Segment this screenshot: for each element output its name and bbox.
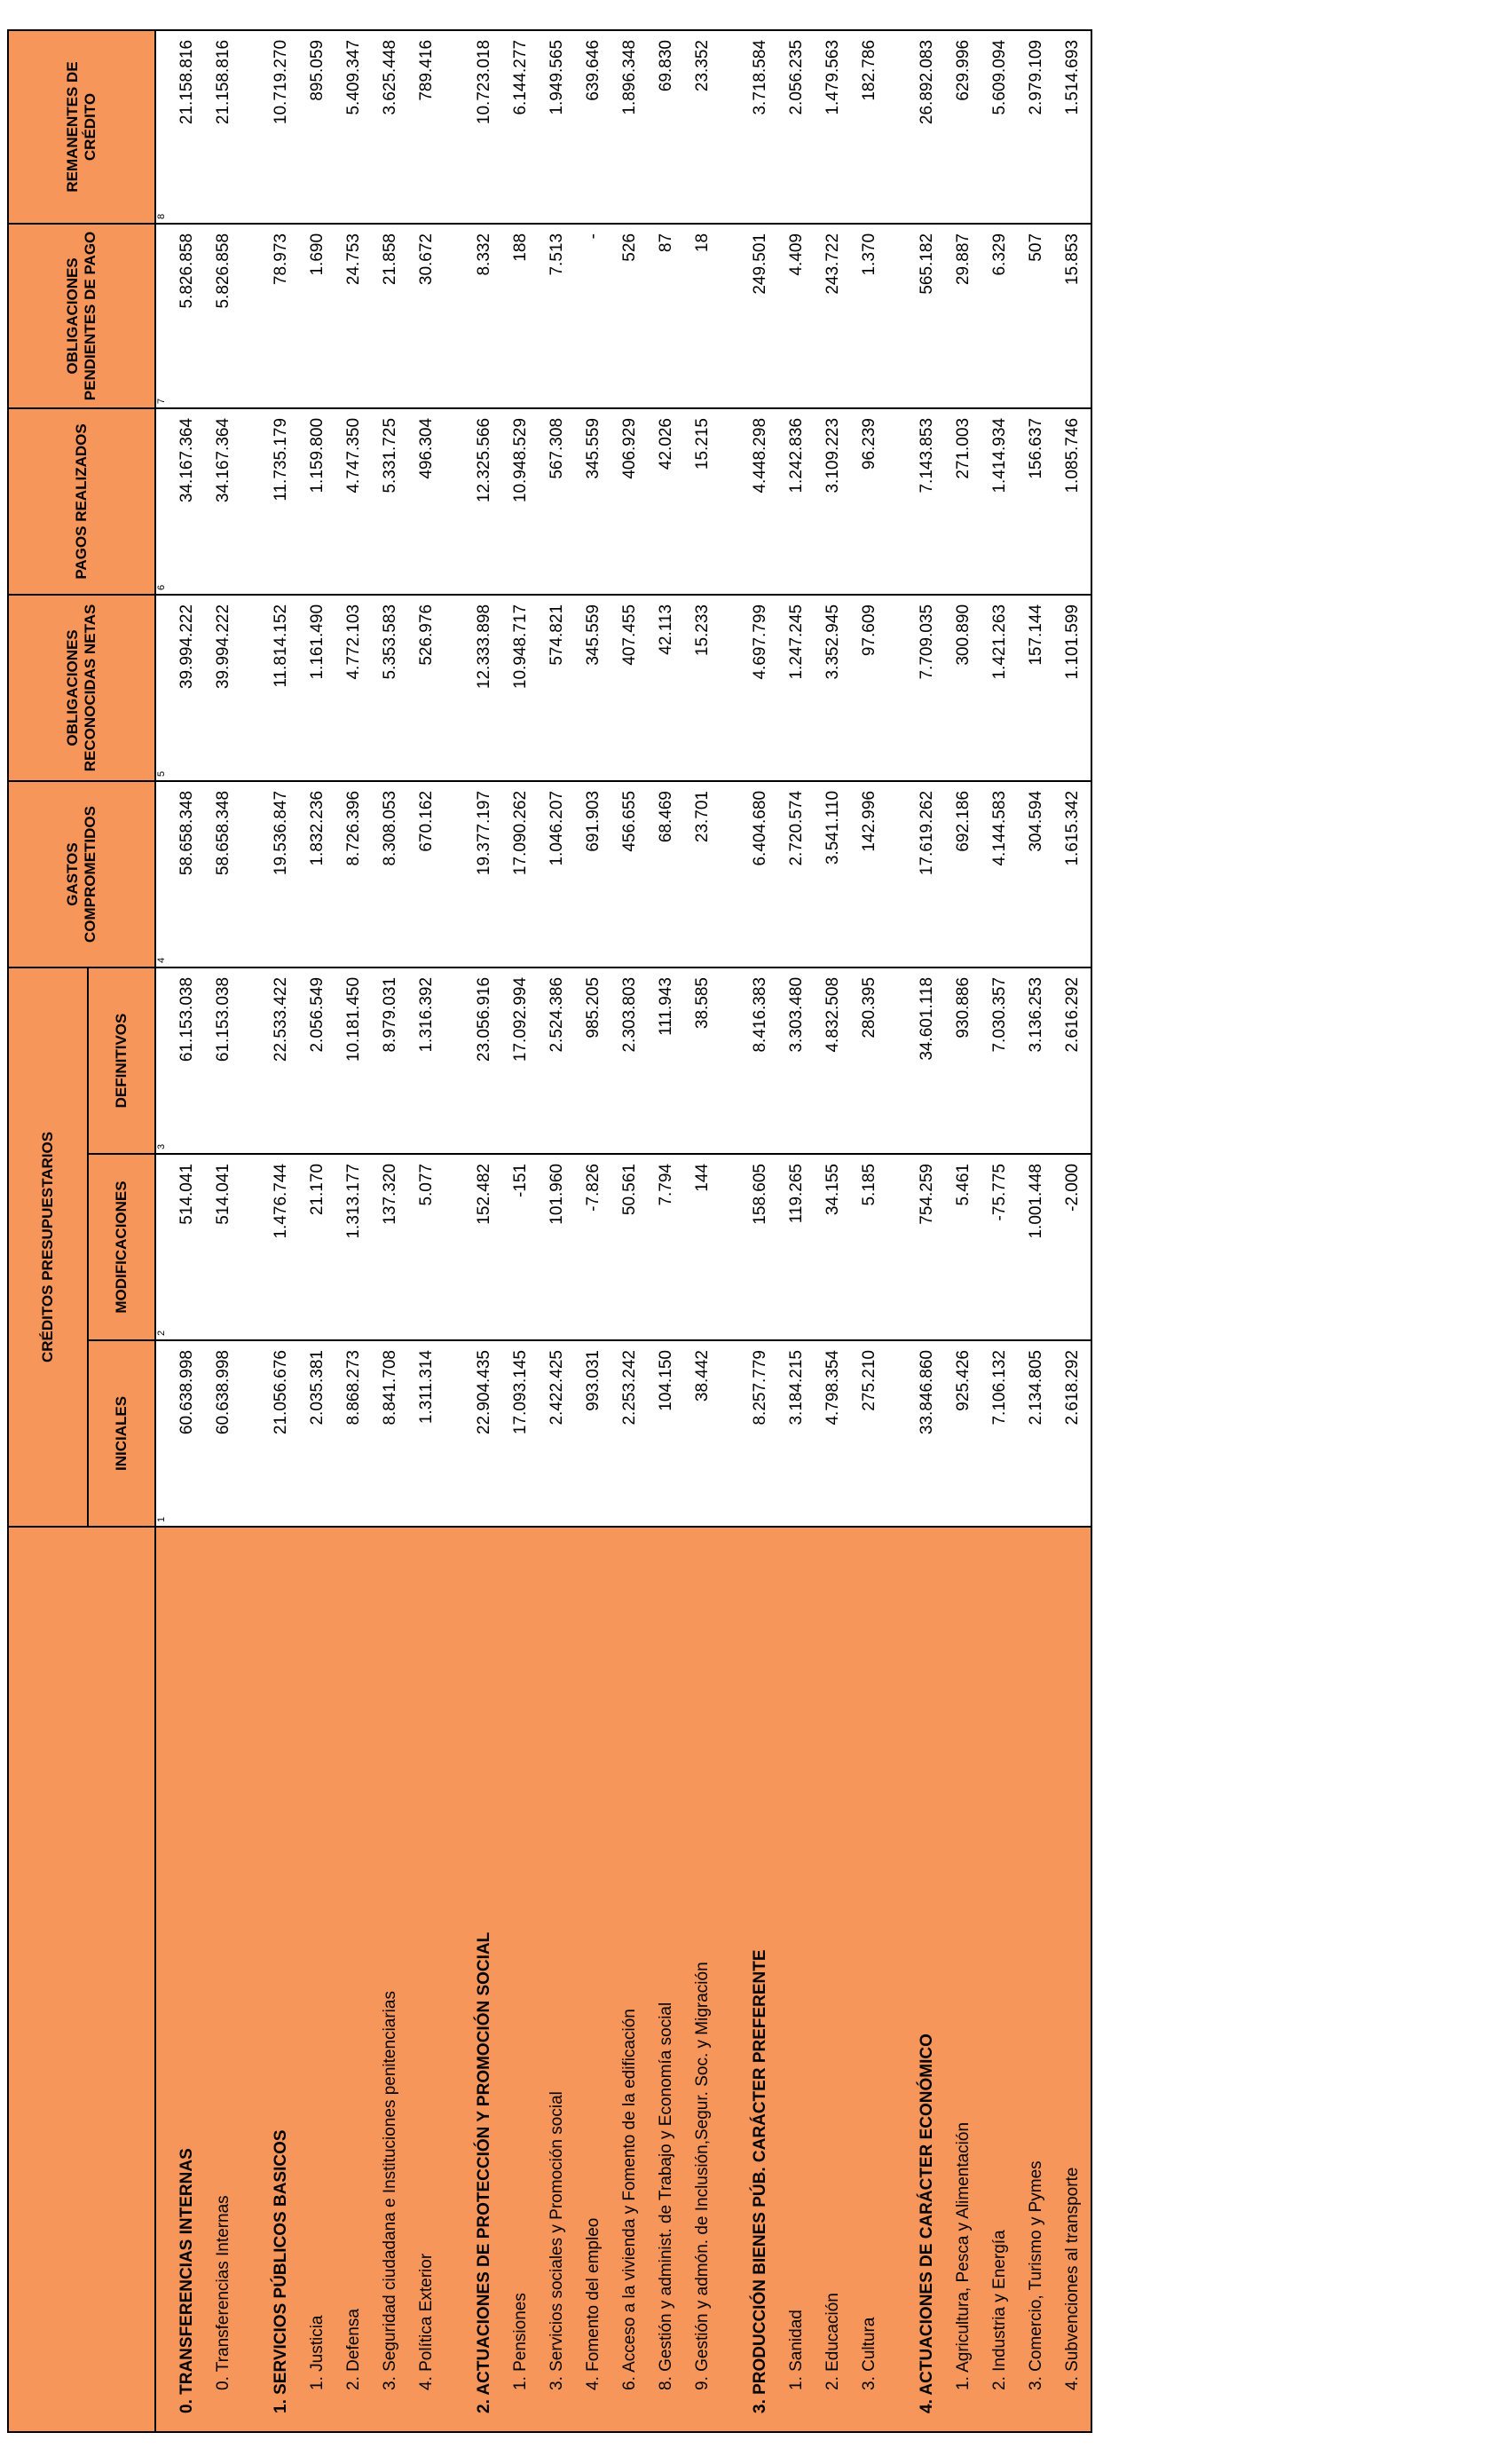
column-number: 6: [155, 408, 169, 595]
value-cell: 670.162: [408, 781, 445, 967]
value-cell: 61.153.038: [205, 967, 241, 1154]
row-label: 1. Sanidad: [778, 1527, 815, 2432]
value-cell: 26.892.083: [909, 30, 945, 224]
value-cell: 304.594: [1018, 781, 1054, 967]
spacer-row: [887, 30, 909, 2432]
value-cell: 2.618.292: [1054, 1340, 1091, 1527]
value-cell: 2.979.109: [1018, 30, 1054, 224]
spacer-row: [721, 30, 742, 2432]
value-cell: 10.181.450: [335, 967, 372, 1154]
value-cell: 5.826.858: [169, 224, 205, 408]
value-cell: 33.846.860: [909, 1340, 945, 1527]
row-label: 6. Acceso a la vivienda y Fomento de la edificación: [611, 1527, 648, 2432]
value-cell: 4.144.583: [981, 781, 1018, 967]
value-cell: 34.167.364: [205, 408, 241, 595]
value-cell: -2.000: [1054, 1154, 1091, 1340]
value-cell: 8.841.708: [372, 1340, 408, 1527]
value-cell: 2.422.425: [539, 1340, 575, 1527]
row-label: 1. Justicia: [299, 1527, 335, 2432]
value-cell: 1.414.934: [981, 408, 1018, 595]
column-number: 8: [155, 30, 169, 224]
value-cell: 60.638.998: [169, 1340, 205, 1527]
value-cell: 39.994.222: [205, 595, 241, 781]
value-cell: 15.233: [684, 595, 721, 781]
value-cell: 8.726.396: [335, 781, 372, 967]
creditos-header: CRÉDITOS PRESUPUESTARIOS: [8, 967, 88, 1527]
value-cell: 1.896.348: [611, 30, 648, 224]
remanentes-header: REMANENTES DE CRÉDITO: [8, 30, 155, 224]
value-cell: -151: [502, 1154, 539, 1340]
value-cell: 1.370: [851, 224, 887, 408]
row-label: 3. Cultura: [851, 1527, 887, 2432]
value-cell: 1.949.565: [539, 30, 575, 224]
value-cell: 1.615.342: [1054, 781, 1091, 967]
value-cell: 21.158.816: [169, 30, 205, 224]
table-row: [372, 30, 408, 2432]
value-cell: 23.701: [684, 781, 721, 967]
value-cell: 280.395: [851, 967, 887, 1154]
value-cell: 104.150: [648, 1340, 684, 1527]
row-label: 2. Industria y Energía: [981, 1527, 1018, 2432]
value-cell: 1.085.746: [1054, 408, 1091, 595]
table-row: [408, 30, 445, 2432]
value-cell: 158.605: [742, 1154, 778, 1340]
value-cell: 4.832.508: [815, 967, 851, 1154]
group-row: [466, 30, 502, 2432]
value-cell: 19.536.847: [263, 781, 299, 967]
value-cell: 11.814.152: [263, 595, 299, 781]
table-row: [945, 30, 981, 2432]
value-cell: 1.313.177: [335, 1154, 372, 1340]
value-cell: 101.960: [539, 1154, 575, 1340]
value-cell: 21.170: [299, 1154, 335, 1340]
table-row: [611, 30, 648, 2432]
value-cell: 789.416: [408, 30, 445, 224]
value-cell: 565.182: [909, 224, 945, 408]
value-cell: 275.210: [851, 1340, 887, 1527]
value-cell: 17.619.262: [909, 781, 945, 967]
table-row: [502, 30, 539, 2432]
value-cell: 2.720.574: [778, 781, 815, 967]
value-cell: 2.056.549: [299, 967, 335, 1154]
value-cell: 60.638.998: [205, 1340, 241, 1527]
group-row: [263, 30, 299, 2432]
value-cell: 1.161.490: [299, 595, 335, 781]
value-cell: 1.479.563: [815, 30, 851, 224]
value-cell: 5.609.094: [981, 30, 1018, 224]
value-cell: 8.308.053: [372, 781, 408, 967]
value-cell: 3.303.480: [778, 967, 815, 1154]
value-cell: 3.184.215: [778, 1340, 815, 1527]
value-cell: 10.723.018: [466, 30, 502, 224]
row-label: 3. Servicios sociales y Promoción social: [539, 1527, 575, 2432]
column-number: 1: [155, 1340, 169, 1527]
gastos-header: GASTOS COMPROMETIDOS: [8, 781, 155, 967]
concept-header: [8, 1527, 155, 2432]
value-cell: 15.853: [1054, 224, 1091, 408]
value-cell: 1.690: [299, 224, 335, 408]
pagos-header: PAGOS REALIZADOS: [8, 408, 155, 595]
table-row: [1018, 30, 1054, 2432]
value-cell: 18: [684, 224, 721, 408]
value-cell: 4.772.103: [335, 595, 372, 781]
value-cell: 50.561: [611, 1154, 648, 1340]
row-label: 4. Subvenciones al transporte: [1054, 1527, 1091, 2432]
value-cell: 19.377.197: [466, 781, 502, 967]
group-label: 2. ACTUACIONES DE PROTECCIÓN Y PROMOCIÓN SOCIAL: [466, 1527, 502, 2432]
group-row: [909, 30, 945, 2432]
table-row: [205, 30, 241, 2432]
table-row: [1054, 30, 1091, 2432]
value-cell: 4.409: [778, 224, 815, 408]
value-cell: 156.637: [1018, 408, 1054, 595]
value-cell: 895.059: [299, 30, 335, 224]
value-cell: 2.524.386: [539, 967, 575, 1154]
value-cell: 507: [1018, 224, 1054, 408]
value-cell: 142.996: [851, 781, 887, 967]
value-cell: 22.904.435: [466, 1340, 502, 1527]
value-cell: 692.186: [945, 781, 981, 967]
pendientes-header: OBLIGACIONES PENDIENTES DE PAGO: [8, 224, 155, 408]
value-cell: 3.541.110: [815, 781, 851, 967]
value-cell: 34.601.118: [909, 967, 945, 1154]
table-body: [155, 30, 1091, 2432]
value-cell: 3.352.945: [815, 595, 851, 781]
modificaciones-header: MODIFICACIONES: [88, 1154, 155, 1340]
value-cell: 2.253.242: [611, 1340, 648, 1527]
value-cell: 12.333.898: [466, 595, 502, 781]
value-cell: 249.501: [742, 224, 778, 408]
row-label: 2. Defensa: [335, 1527, 372, 2432]
value-cell: 1.001.448: [1018, 1154, 1054, 1340]
value-cell: 271.003: [945, 408, 981, 595]
value-cell: 456.655: [611, 781, 648, 967]
row-label: 1. Pensiones: [502, 1527, 539, 2432]
value-cell: 58.658.348: [169, 781, 205, 967]
value-cell: 17.092.994: [502, 967, 539, 1154]
value-cell: 10.719.270: [263, 30, 299, 224]
table-row: [335, 30, 372, 2432]
value-cell: 3.109.223: [815, 408, 851, 595]
value-cell: 345.559: [575, 595, 611, 781]
group-row: [742, 30, 778, 2432]
value-cell: 5.077: [408, 1154, 445, 1340]
row-label: 3. Seguridad ciudadana e Instituciones penitenciarias: [372, 1527, 408, 2432]
row-label: 0. Transferencias Internas: [205, 1527, 241, 2432]
value-cell: 97.609: [851, 595, 887, 781]
value-cell: 137.320: [372, 1154, 408, 1340]
value-cell: 15.215: [684, 408, 721, 595]
column-number: 3: [155, 967, 169, 1154]
value-cell: 10.948.717: [502, 595, 539, 781]
value-cell: 526: [611, 224, 648, 408]
value-cell: 5.331.725: [372, 408, 408, 595]
value-cell: 930.886: [945, 967, 981, 1154]
value-cell: -75.775: [981, 1154, 1018, 1340]
value-cell: 42.026: [648, 408, 684, 595]
table-row: [851, 30, 887, 2432]
table-row: [539, 30, 575, 2432]
table-row: [575, 30, 611, 2432]
value-cell: 5.461: [945, 1154, 981, 1340]
value-cell: 12.325.566: [466, 408, 502, 595]
value-cell: 754.259: [909, 1154, 945, 1340]
value-cell: 2.056.235: [778, 30, 815, 224]
value-cell: 38.442: [684, 1340, 721, 1527]
table-row: [648, 30, 684, 2432]
value-cell: 5.826.858: [205, 224, 241, 408]
value-cell: 7.794: [648, 1154, 684, 1340]
value-cell: 7.513: [539, 224, 575, 408]
value-cell: 29.887: [945, 224, 981, 408]
value-cell: 8.979.031: [372, 967, 408, 1154]
definitivos-header: DEFINITIVOS: [88, 967, 155, 1154]
value-cell: 526.976: [408, 595, 445, 781]
value-cell: 300.890: [945, 595, 981, 781]
value-cell: 17.093.145: [502, 1340, 539, 1527]
value-cell: 8.416.383: [742, 967, 778, 1154]
value-cell: 21.858: [372, 224, 408, 408]
value-cell: 7.030.357: [981, 967, 1018, 1154]
value-cell: 39.994.222: [169, 595, 205, 781]
value-cell: 1.421.263: [981, 595, 1018, 781]
value-cell: 1.159.800: [299, 408, 335, 595]
value-cell: 17.090.262: [502, 781, 539, 967]
table-row: [299, 30, 335, 2432]
value-cell: 96.239: [851, 408, 887, 595]
value-cell: 1.476.744: [263, 1154, 299, 1340]
value-cell: 182.786: [851, 30, 887, 224]
row-label: 3. Comercio, Turismo y Pymes: [1018, 1527, 1054, 2432]
row-label: 9. Gestión y admón. de Inclusión,Segur. Soc. y Migración: [684, 1527, 721, 2432]
group-label: 0. TRANSFERENCIAS INTERNAS: [169, 1527, 205, 2432]
value-cell: 7.143.853: [909, 408, 945, 595]
value-cell: 691.903: [575, 781, 611, 967]
value-cell: 23.352: [684, 30, 721, 224]
value-cell: 144: [684, 1154, 721, 1340]
row-label: 4. Fomento del empleo: [575, 1527, 611, 2432]
value-cell: 157.144: [1018, 595, 1054, 781]
value-cell: 496.304: [408, 408, 445, 595]
row-label: 4. Política Exterior: [408, 1527, 445, 2432]
column-number-row: [155, 30, 169, 2432]
value-cell: 985.205: [575, 967, 611, 1154]
value-cell: 11.735.179: [263, 408, 299, 595]
budget-execution-table: [7, 29, 1092, 2433]
value-cell: 1.316.392: [408, 967, 445, 1154]
table-row: [981, 30, 1018, 2432]
value-cell: 514.041: [169, 1154, 205, 1340]
value-cell: 407.455: [611, 595, 648, 781]
value-cell: 21.158.816: [205, 30, 241, 224]
column-number: 5: [155, 595, 169, 781]
value-cell: 30.672: [408, 224, 445, 408]
value-cell: 6.329: [981, 224, 1018, 408]
value-cell: 5.185: [851, 1154, 887, 1340]
value-cell: 8.868.273: [335, 1340, 372, 1527]
value-cell: 629.996: [945, 30, 981, 224]
table-row: [684, 30, 721, 2432]
value-cell: 21.056.676: [263, 1340, 299, 1527]
row-label: 8. Gestión y administ. de Trabajo y Economía social: [648, 1527, 684, 2432]
value-cell: 243.722: [815, 224, 851, 408]
group-label: 3. PRODUCCIÓN BIENES PÚB. CARÁCTER PREFERENTE: [742, 1527, 778, 2432]
value-cell: 1.247.245: [778, 595, 815, 781]
value-cell: 7.709.035: [909, 595, 945, 781]
value-cell: 188: [502, 224, 539, 408]
table-row: [815, 30, 851, 2432]
value-cell: 38.585: [684, 967, 721, 1154]
value-cell: 3.718.584: [742, 30, 778, 224]
value-cell: 4.697.799: [742, 595, 778, 781]
value-cell: 22.533.422: [263, 967, 299, 1154]
value-cell: 87: [648, 224, 684, 408]
value-cell: 3.625.448: [372, 30, 408, 224]
value-cell: 2.616.292: [1054, 967, 1091, 1154]
value-cell: 345.559: [575, 408, 611, 595]
group-label: 4. ACTUACIONES DE CARÁCTER ECONÓMICO: [909, 1527, 945, 2432]
value-cell: 1.101.599: [1054, 595, 1091, 781]
value-cell: 925.426: [945, 1340, 981, 1527]
value-cell: 1.046.207: [539, 781, 575, 967]
value-cell: 406.929: [611, 408, 648, 595]
value-cell: 34.167.364: [169, 408, 205, 595]
value-cell: 4.747.350: [335, 408, 372, 595]
value-cell: 68.469: [648, 781, 684, 967]
value-cell: 7.106.132: [981, 1340, 1018, 1527]
value-cell: 1.311.314: [408, 1340, 445, 1527]
value-cell: 6.404.680: [742, 781, 778, 967]
value-cell: 1.514.693: [1054, 30, 1091, 224]
column-number: 2: [155, 1154, 169, 1340]
value-cell: 78.973: [263, 224, 299, 408]
value-cell: 23.056.916: [466, 967, 502, 1154]
value-cell: -: [575, 224, 611, 408]
value-cell: 3.136.253: [1018, 967, 1054, 1154]
value-cell: 639.646: [575, 30, 611, 224]
value-cell: 6.144.277: [502, 30, 539, 224]
value-cell: 10.948.529: [502, 408, 539, 595]
obligaciones-header: OBLIGACIONES RECONOCIDAS NETAS: [8, 595, 155, 781]
table-header: [8, 30, 155, 2432]
spacer-row: [445, 30, 466, 2432]
value-cell: 58.658.348: [205, 781, 241, 967]
row-label: 1. Agricultura, Pesca y Alimentación: [945, 1527, 981, 2432]
value-cell: 5.409.347: [335, 30, 372, 224]
value-cell: 69.830: [648, 30, 684, 224]
value-cell: 2.035.381: [299, 1340, 335, 1527]
value-cell: 61.153.038: [169, 967, 205, 1154]
value-cell: 4.448.298: [742, 408, 778, 595]
value-cell: 2.134.805: [1018, 1340, 1054, 1527]
table-row: [778, 30, 815, 2432]
iniciales-header: INICIALES: [88, 1340, 155, 1527]
value-cell: 574.821: [539, 595, 575, 781]
value-cell: 111.943: [648, 967, 684, 1154]
value-cell: 2.303.803: [611, 967, 648, 1154]
value-cell: 24.753: [335, 224, 372, 408]
value-cell: -7.826: [575, 1154, 611, 1340]
value-cell: 993.031: [575, 1340, 611, 1527]
value-cell: 34.155: [815, 1154, 851, 1340]
column-number: 7: [155, 224, 169, 408]
row-label: 2. Educación: [815, 1527, 851, 2432]
value-cell: 42.113: [648, 595, 684, 781]
value-cell: 1.832.236: [299, 781, 335, 967]
column-number: 4: [155, 781, 169, 967]
value-cell: 119.265: [778, 1154, 815, 1340]
spacer-row: [241, 30, 263, 2432]
group-label: 1. SERVICIOS PÚBLICOS BASICOS: [263, 1527, 299, 2432]
value-cell: 5.353.583: [372, 595, 408, 781]
value-cell: 8.332: [466, 224, 502, 408]
value-cell: 1.242.836: [778, 408, 815, 595]
value-cell: 8.257.779: [742, 1340, 778, 1527]
value-cell: 152.482: [466, 1154, 502, 1340]
value-cell: 514.041: [205, 1154, 241, 1340]
value-cell: 567.308: [539, 408, 575, 595]
value-cell: 4.798.354: [815, 1340, 851, 1527]
group-row: [169, 30, 205, 2432]
